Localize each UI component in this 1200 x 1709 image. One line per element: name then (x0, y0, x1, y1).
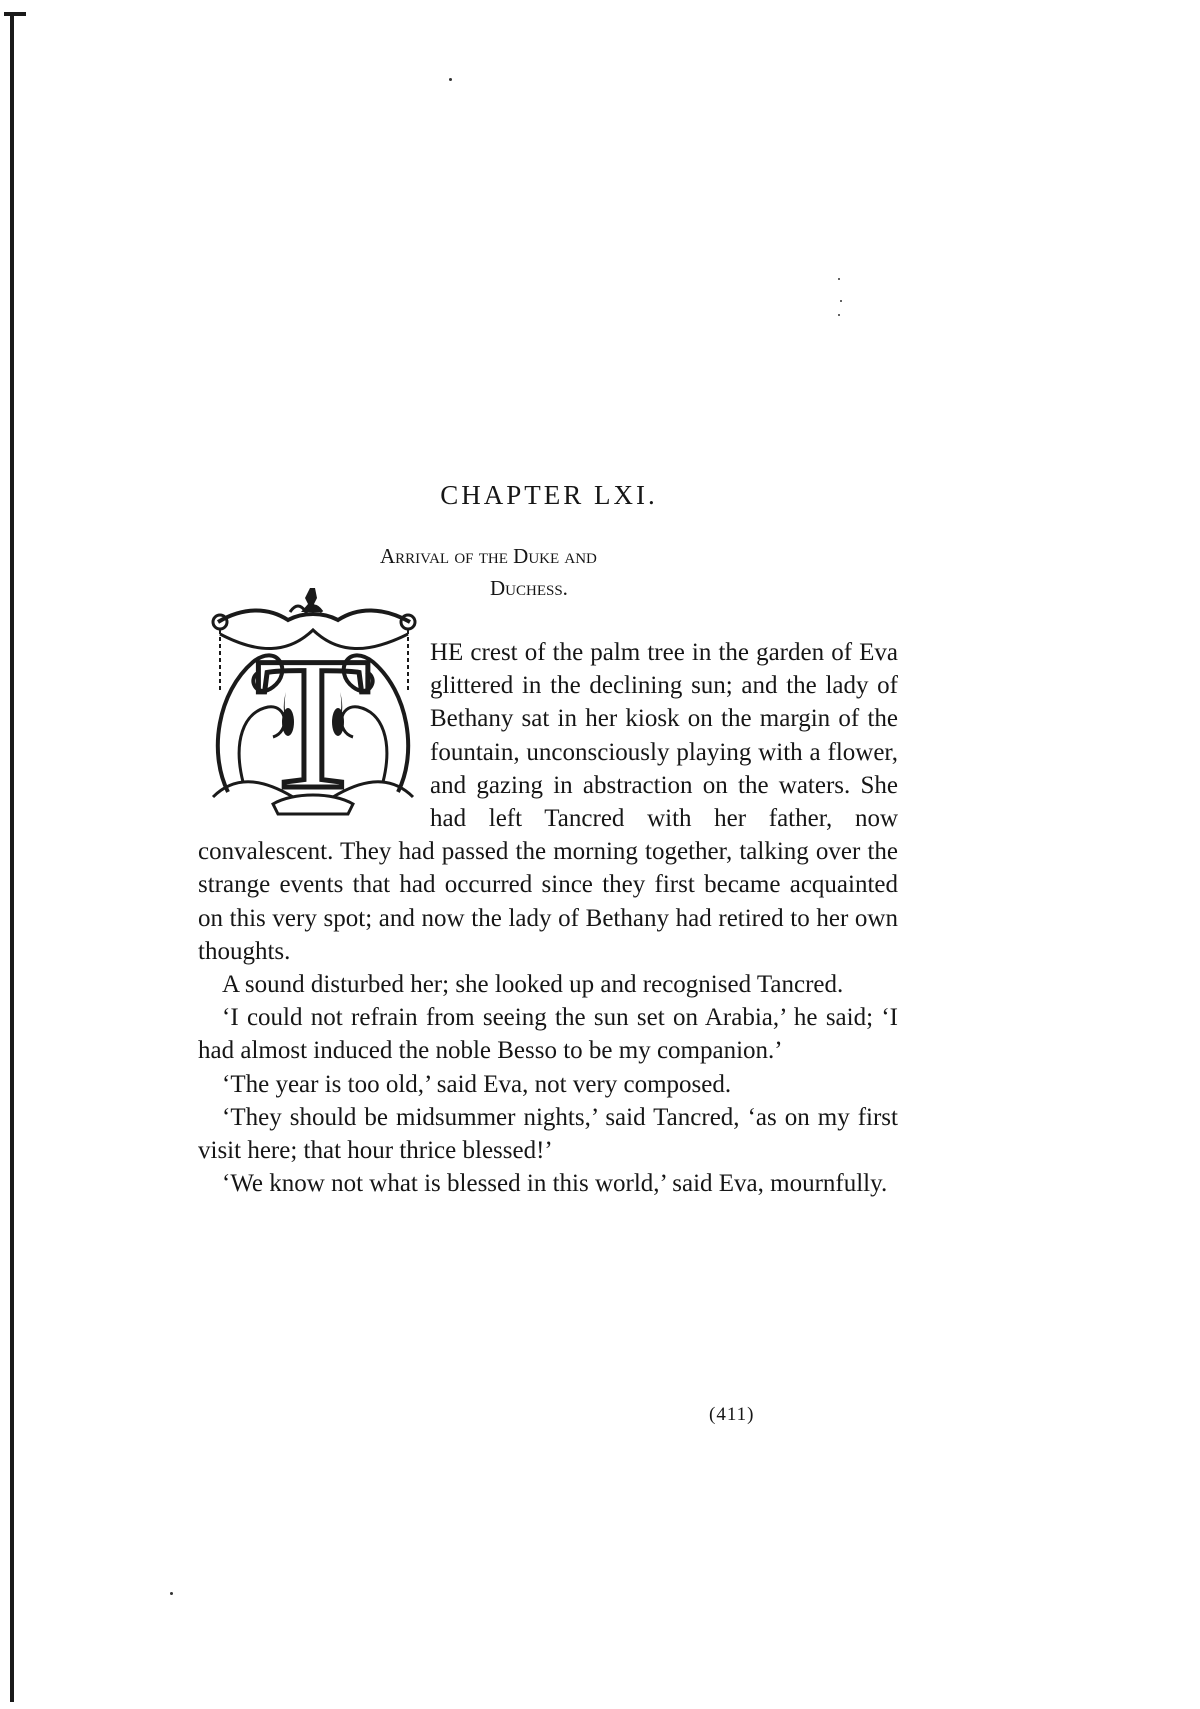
paragraph-2: A sound disturbed her; she looked up and recognised Tancred. (222, 971, 844, 999)
chapter-heading: CHAPTER LXI. (440, 480, 658, 510)
paragraph-1 (198, 636, 898, 968)
binding-edge-tick (4, 12, 26, 16)
paragraph-6: ‘We know not what is blessed in this world,’ said Eva, mournfully. (222, 1170, 888, 1198)
binding-edge-line (10, 12, 14, 1702)
paragraph-4: ‘The year is too old,’ said Eva, not very composed. (222, 1070, 732, 1098)
paper-speck (840, 300, 842, 302)
paper-speck (838, 314, 840, 316)
chapter-subtitle-line-1: Arrival of the Duke and (380, 544, 597, 568)
paper-speck (170, 1592, 173, 1595)
paragraph-1-text: HE crest of the palm tree in the garden of Eva glittered in the declining sun; and the lady of Bethany sat in her kiosk on the margin of the fountain, unconsciously playing with a flower, and gazing in abstraction on the waters. She had left Tancred with her father, now convalescent. They had passed the morning together, talking over the strange events that had occurred since they first became acquainted on this very spot; and now the lady of Bethany had retired to her own thoughts. (198, 639, 898, 965)
drop-cap-letter: T (254, 619, 372, 818)
paper-speck (449, 78, 452, 81)
page-number: (411) (709, 1404, 755, 1425)
chapter-subtitle-line-2: Duchess. (490, 576, 568, 600)
paragraph-3: ‘I could not refrain from seeing the sun set on Arabia,’ he said; ‘I had almost induced the noble Besso to be my companion.’ (198, 1004, 898, 1065)
paper-speck (838, 278, 840, 280)
chapter-subtitle (380, 540, 740, 604)
drop-cap-space (198, 632, 430, 832)
paragraph-5: ‘They should be midsummer nights,’ said Tancred, ‘as on my first visit here; that hour thrice blessed!’ (198, 1103, 898, 1165)
body-text (198, 636, 898, 1200)
